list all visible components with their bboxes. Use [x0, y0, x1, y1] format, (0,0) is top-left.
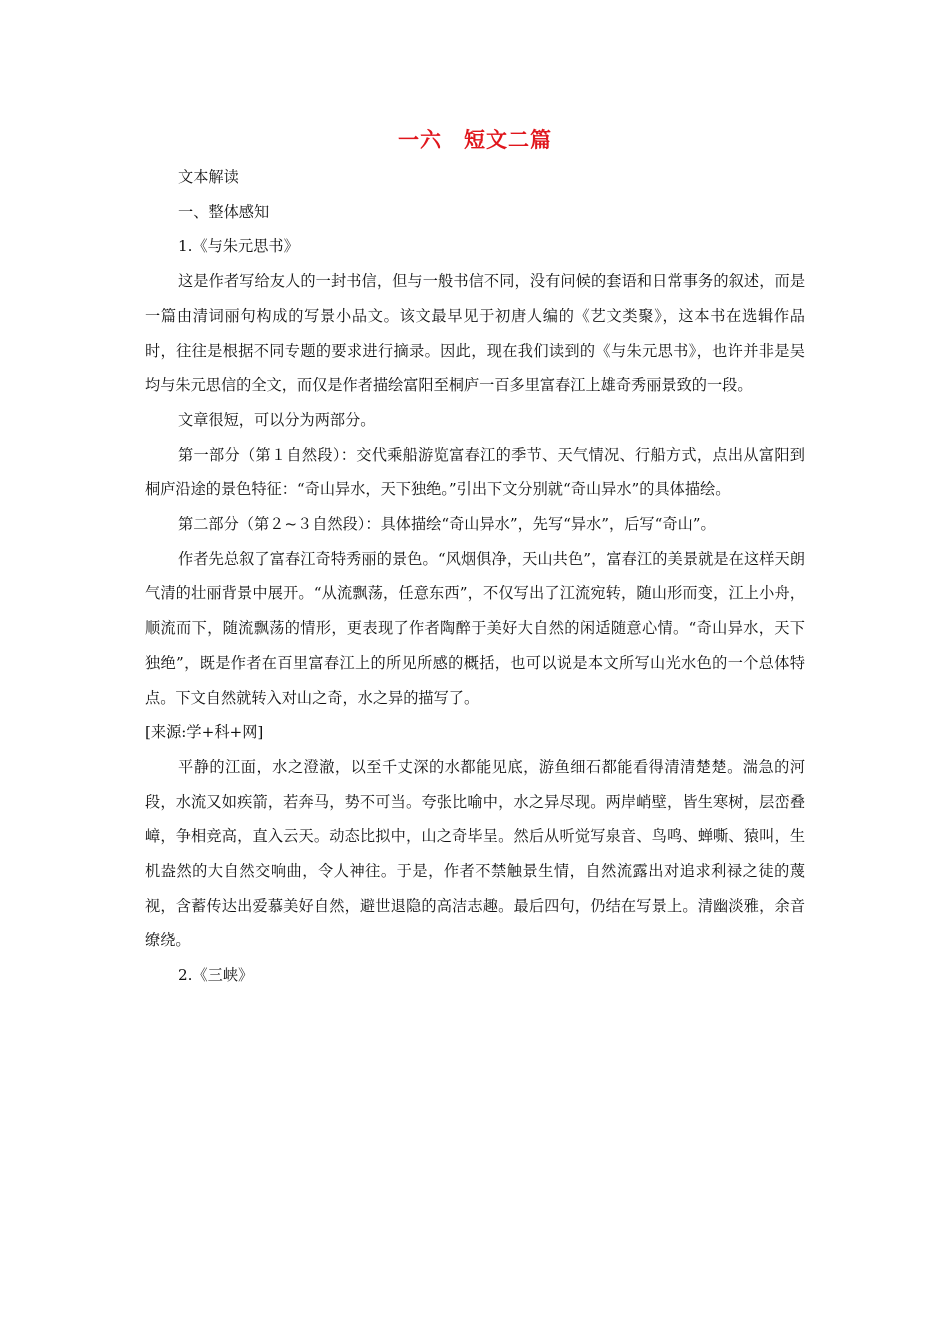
document-title: 一六 短文二篇 [398, 128, 552, 152]
subheading-yu-zhu-yuansi-shu: 1.《与朱元思书》 [178, 237, 299, 256]
paragraph-part-one: 第一部分（第１自然段）：交代乘船游览富春江的季节、天气情况、行船方式，点出从富阳到桐庐沿途的景色特征：“奇山异水，天下独绝。”引出下文分别就“奇山异水”的具体描绘。 [145, 445, 805, 499]
subheading-san-xia: 2.《三峡》 [178, 966, 254, 985]
paragraph-structure: 文章很短，可以分为两部分。 [178, 410, 376, 429]
section-heading-text-reading: 文本解读 [178, 168, 239, 186]
paragraph-scenery: 平静的江面，水之澄澈，以至千丈深的水都能见底，游鱼细石都能看得清清楚楚。湍急的河段，水流又如疾箭，若奔马，势不可当。夸张比喻中，水之异尽现。两岸峭壁，皆生寒树，层峦叠嶂，争相竞高，直入云天。动态比拟中，山之奇毕呈。然后从听觉写泉音、鸟鸣、蝉嘶、猿叫，生机盎然的大自然交响曲，令人神往。于是，作者不禁触景生情，自然流露出对追求利禄之徒的蔑视，含蓄传达出爱慕美好自然，避世退隐的高洁志趣。最后四句，仍结在写景上。清幽淡雅，余音缭绕。 [145, 757, 805, 950]
paragraph-part-two: 第二部分（第２~３自然段）：具体描绘“奇山异水”，先写“异水”，后写“奇山”。 [178, 515, 716, 534]
paragraph-analysis: 作者先总叙了富春江奇特秀丽的景色。“风烟俱净，天山共色”，富春江的美景就是在这样天朗气清的壮丽背景中展开。“从流飘荡，任意东西”，不仅写出了江流宛转，随山形而变，江上小舟，顺流而下，随流飘荡的情形，更表现了作者陶醉于美好大自然的闲适随意心情。“奇山异水，天下独绝”，既是作者在百里富春江上的所见所感的概括，也可以说是本文所写山光水色的一个总体特点。下文自然就转入对山之奇，水之异的描写了。 [145, 549, 805, 707]
source-note: [来源:学+科+网] [145, 723, 264, 742]
section-heading-overall-perception: 一、整体感知 [178, 202, 270, 221]
document-body [145, 160, 805, 993]
paragraph-intro: 这是作者写给友人的一封书信，但与一般书信不同，没有问候的套语和日常事务的叙述，而是一篇由清词丽句构成的写景小品文。该文最早见于初唐人编的《艺文类聚》，这本书在选辑作品时，往往是根据不同专题的要求进行摘录。因此，现在我们读到的《与朱元思书》，也许并非是吴均与朱元思信的全文，而仅是作者描绘富阳至桐庐一百多里富春江上雄奇秀丽景致的一段。 [145, 272, 805, 395]
